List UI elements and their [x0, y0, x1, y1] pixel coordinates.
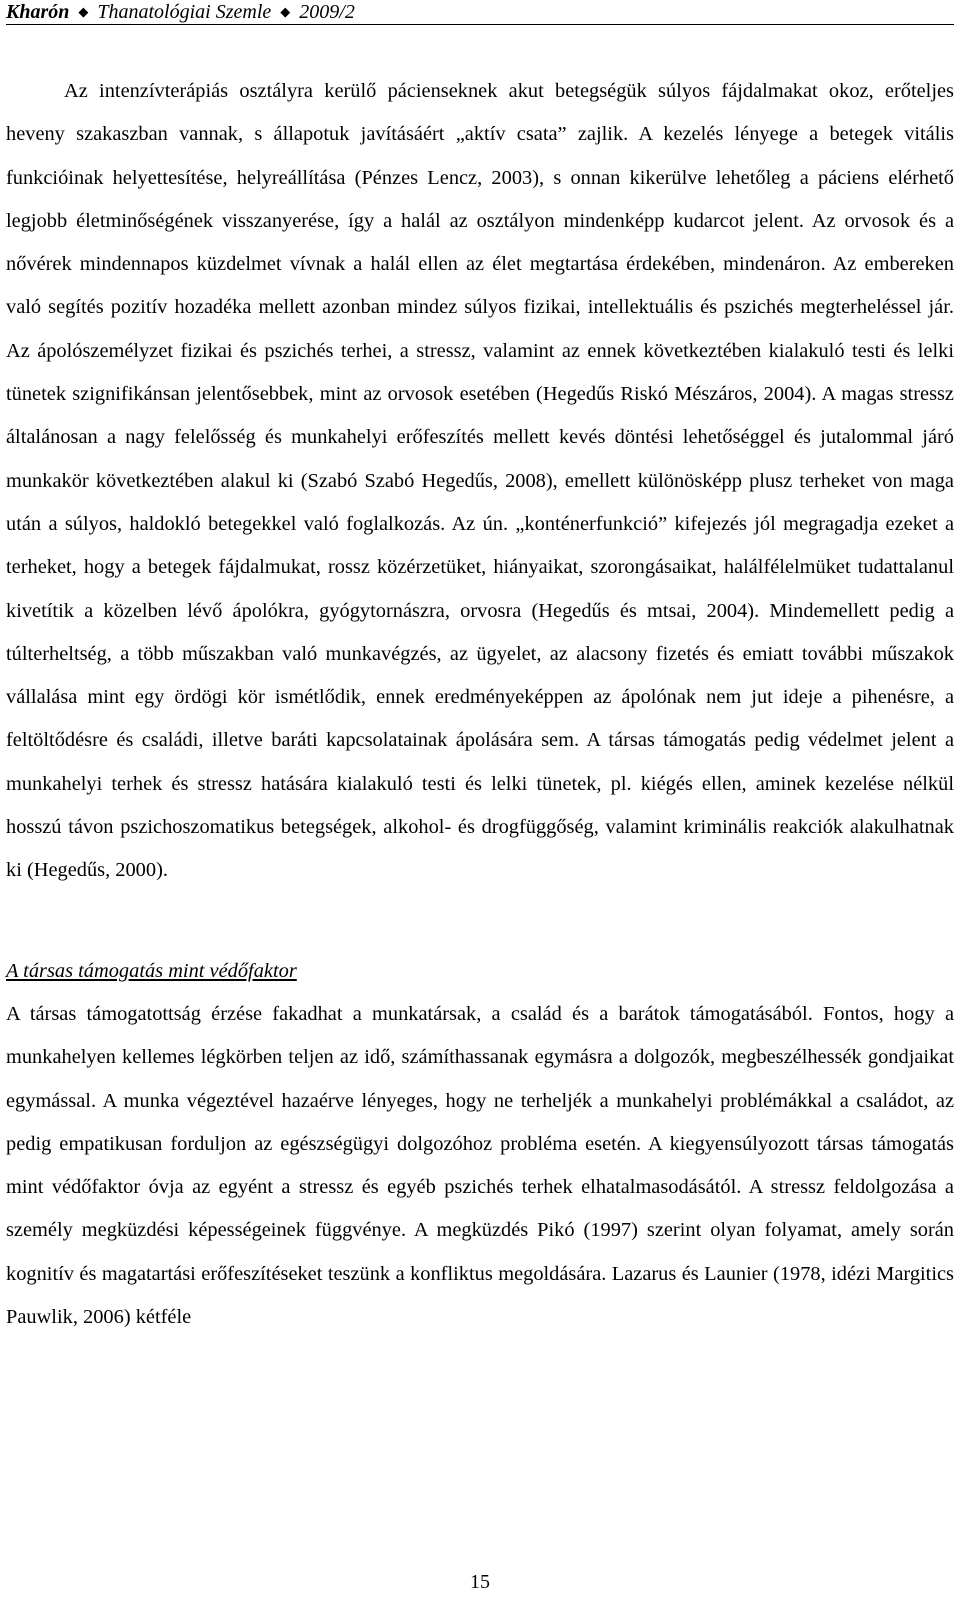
- diamond-separator-icon: ◆: [78, 4, 89, 19]
- page-number: 15: [470, 1571, 490, 1593]
- body-paragraph: A társas támogatottság érzése fakadhat a munkatársak, a család és a barátok támogatásából. Fontos, hogy a munkahelyen kellemes légkörben teljen az idő, számíthassanak egymásra a dolgozók, megbeszélhessék gondjaikat egymással. A munka végeztével hazaérve lényeges, hogy ne terheljék a munkahelyi problémákkal a családot, az pedig empatikusan forduljon az egészségügyi dolgozóhoz probléma esetén. A kiegyensúlyozott társas támogatás mint védőfaktor óvja az egyént a stressz és egyéb pszichés terhek elhatalmasodásától. A stressz feldolgozása a személy megküzdési képességeinek függvénye. A megküzdés Pikó (1997) szerint olyan folyamat, amely során kognitív és magatartási erőfeszítéseket teszünk a konfliktus megoldására. Lazarus és Launier (1978, idézi Margitics Pauwlik, 2006) kétféle: [6, 1002, 954, 1329]
- journal-subtitle: Thanatológiai Szemle: [97, 1, 272, 23]
- journal-issue: 2009/2: [299, 1, 355, 23]
- body-paragraph: Az intenzívterápiás osztályra kerülő pácienseknek akut betegségük súlyos fájdalmakat okoz, erőteljes heveny szakaszban vannak, s állapotuk javításáért „aktív csata” zajlik. A kezelés lényege a betegek vitális funkcióinak helyettesítése, helyreállítása (Pénzes Lencz, 2003), s onnan kikerülve lehetőleg a páciens elérhető legjobb életminőségének visszanyerése, így a halál az osztályon mindenképp kudarcot jelent. Az orvosok és a nővérek mindennapos küzdelmet vívnak a halál ellen az élet megtartása érdekében, mindenáron. Az embereken való segítés pozitív hozadéka mellett azonban mindez súlyos fizikai, intellektuális és pszichés megterheléssel jár. Az ápolószemélyzet fizikai és pszichés terhei, a stressz, valamint az ennek következtében kialakuló testi és lelki tünetek szignifikánsan jelentősebbek, mint az orvosok esetében (Hegedűs Riskó Mészáros, 2004). A magas stressz általánosan a nagy felelősség és munkahelyi erőfeszítés mellett kevés döntési lehetőséggel és jutalommal járó munkakör következtében alakul ki (Szabó Szabó Hegedűs, 2008), emellett különösképp plusz terheket von maga után a súlyos, haldokló betegekkel való foglalkozás. Az ún. „konténerfunkció” kifejezés jól megragadja ezeket a terheket, hogy a betegek fájdalmukat, rossz közérzetüket, hiányaikat, szorongásaikat, halálfélelmüket tudattalanul kivetítik a közelben lévő ápolókra, gyógytornászra, orvosra (Hegedűs és mtsai, 2004). Mindemellett pedig a túlterheltség, a több műszakban való munkavégzés, az ügyelet, az alacsony fizetés és emiatt további műszakok vállalása mint egy ördögi kör ismétlődik, ennek eredményeképpen az ápolónak nem jut ideje a pihenésre, a feltöltődésre és családi, illetve baráti kapcsolatainak ápolására sem. A társas támogatás pedig védelmet jelent a munkahelyi terhek és stressz hatására kialakuló testi és lelki tünetek, pl. kiégés ellen, aminek kezelése nélkül hosszú távon pszichoszomatikus betegségek, alkohol- és drogfüggőség, valamint kriminális reakciók alakulhatnak ki (Hegedűs, 2000).: [6, 80, 954, 882]
- section-heading-text: A társas támogatás mint védőfaktor: [6, 959, 297, 982]
- diamond-separator-icon: ◆: [280, 4, 291, 19]
- article-body: [6, 70, 954, 1339]
- journal-name: Kharón: [6, 1, 70, 23]
- running-header: [6, 0, 954, 25]
- section-heading: [6, 950, 954, 993]
